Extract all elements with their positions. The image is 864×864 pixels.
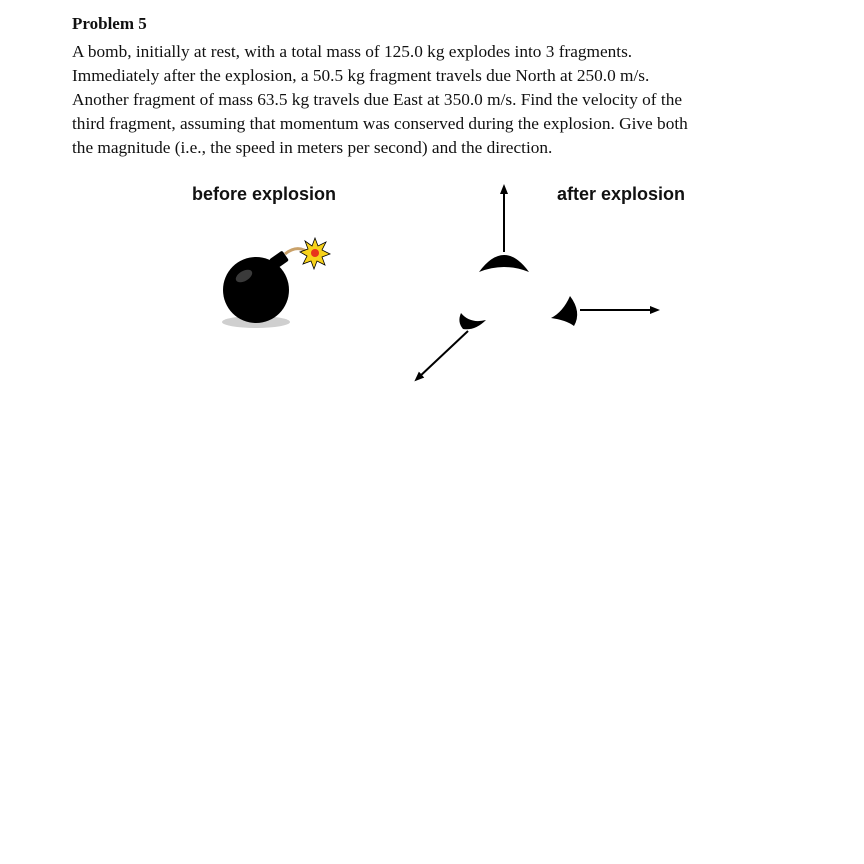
north-fragment-shape bbox=[479, 255, 529, 272]
southwest-arrow bbox=[418, 331, 468, 378]
bomb-icon bbox=[222, 238, 330, 328]
problem-title: Problem 5 bbox=[72, 14, 147, 33]
before-explosion-label: before explosion bbox=[192, 184, 337, 204]
north-fragment bbox=[479, 189, 529, 272]
problem-line: Immediately after the explosion, a 50.5 kg fragment travels due North at 250.0 m/s. bbox=[72, 66, 650, 85]
problem-line: the magnitude (i.e., the speed in meters per second) and the direction. bbox=[72, 138, 553, 157]
problem-line: Another fragment of mass 63.5 kg travels due East at 350.0 m/s. Find the velocity of the bbox=[72, 90, 682, 109]
east-fragment-shape bbox=[551, 296, 577, 326]
spark-core bbox=[311, 249, 319, 257]
third-fragment bbox=[418, 313, 486, 378]
problem-line: A bomb, initially at rest, with a total mass of 125.0 kg explodes into 3 fragments. bbox=[72, 42, 633, 61]
problem-line: third fragment, assuming that momentum was conserved during the explosion. Give both bbox=[72, 114, 688, 133]
east-fragment bbox=[551, 296, 655, 326]
third-fragment-shape bbox=[459, 313, 486, 329]
after-explosion-label: after explosion bbox=[557, 184, 686, 204]
